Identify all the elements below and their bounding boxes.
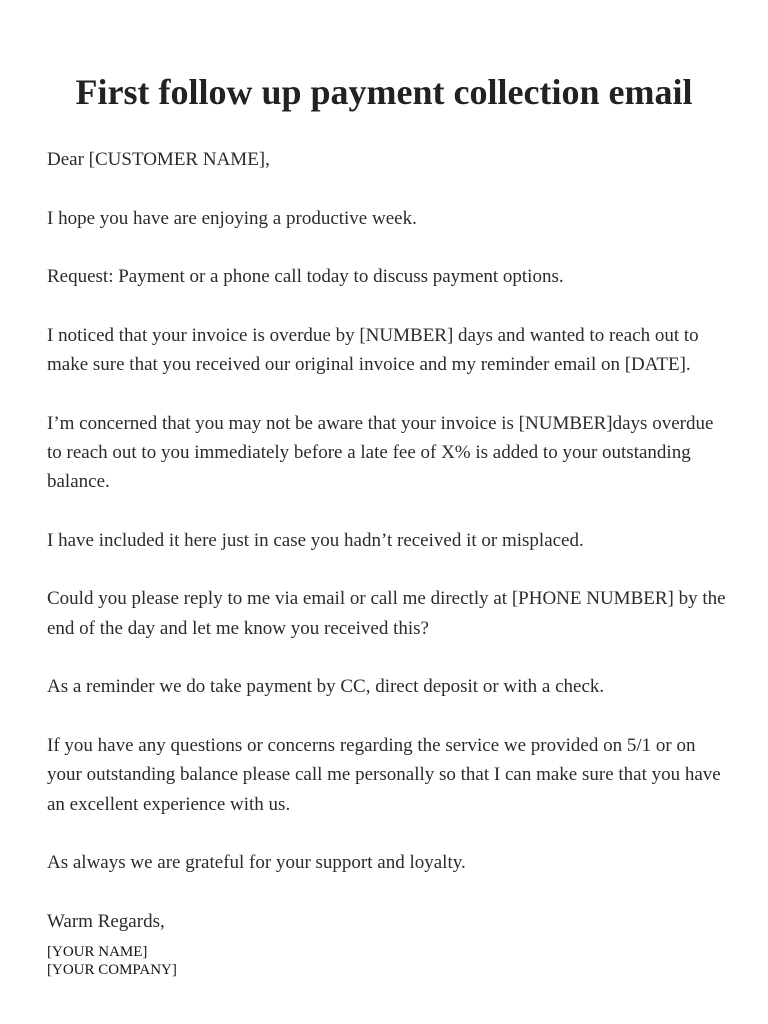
included-invoice-paragraph: I have included it here just in case you hadn’t received it or misplaced.	[47, 529, 584, 551]
signature-block	[47, 944, 727, 979]
late-fee-paragraph: I’m concerned that you may not be aware that your invoice is [NUMBER]days overdue to reach out to you immediately before a late fee of X% is added to your outstanding balance.	[47, 412, 714, 493]
signature-company: [YOUR COMPANY]	[47, 961, 177, 978]
signature-name: [YOUR NAME]	[47, 944, 148, 960]
opening-paragraph: I hope you have are enjoying a productive week.	[47, 207, 417, 229]
questions-paragraph: If you have any questions or concerns regarding the service we provided on 5/1 or on your outstanding balance please call me personally so that I can make sure that you have an excellent experience with us.	[47, 734, 721, 815]
gratitude-paragraph: As always we are grateful for your support and loyalty.	[47, 852, 466, 874]
overdue-notice-paragraph: I noticed that your invoice is overdue by [NUMBER] days and wanted to reach out to make sure that you received our original invoice and my reminder email on [DATE].	[47, 324, 699, 376]
email-body	[47, 145, 727, 965]
request-paragraph: Request: Payment or a phone call today to discuss payment options.	[47, 266, 564, 288]
closing-paragraph: Warm Regards,	[47, 910, 165, 932]
reply-request-paragraph: Could you please reply to me via email or call me directly at [PHONE NUMBER] by the end of the day and let me know you received this?	[47, 588, 726, 639]
greeting-paragraph: Dear [CUSTOMER NAME],	[47, 149, 270, 170]
payment-methods-paragraph: As a reminder we do take payment by CC, direct deposit or with a check.	[47, 676, 605, 698]
document-title: First follow up payment collection email	[75, 72, 693, 112]
